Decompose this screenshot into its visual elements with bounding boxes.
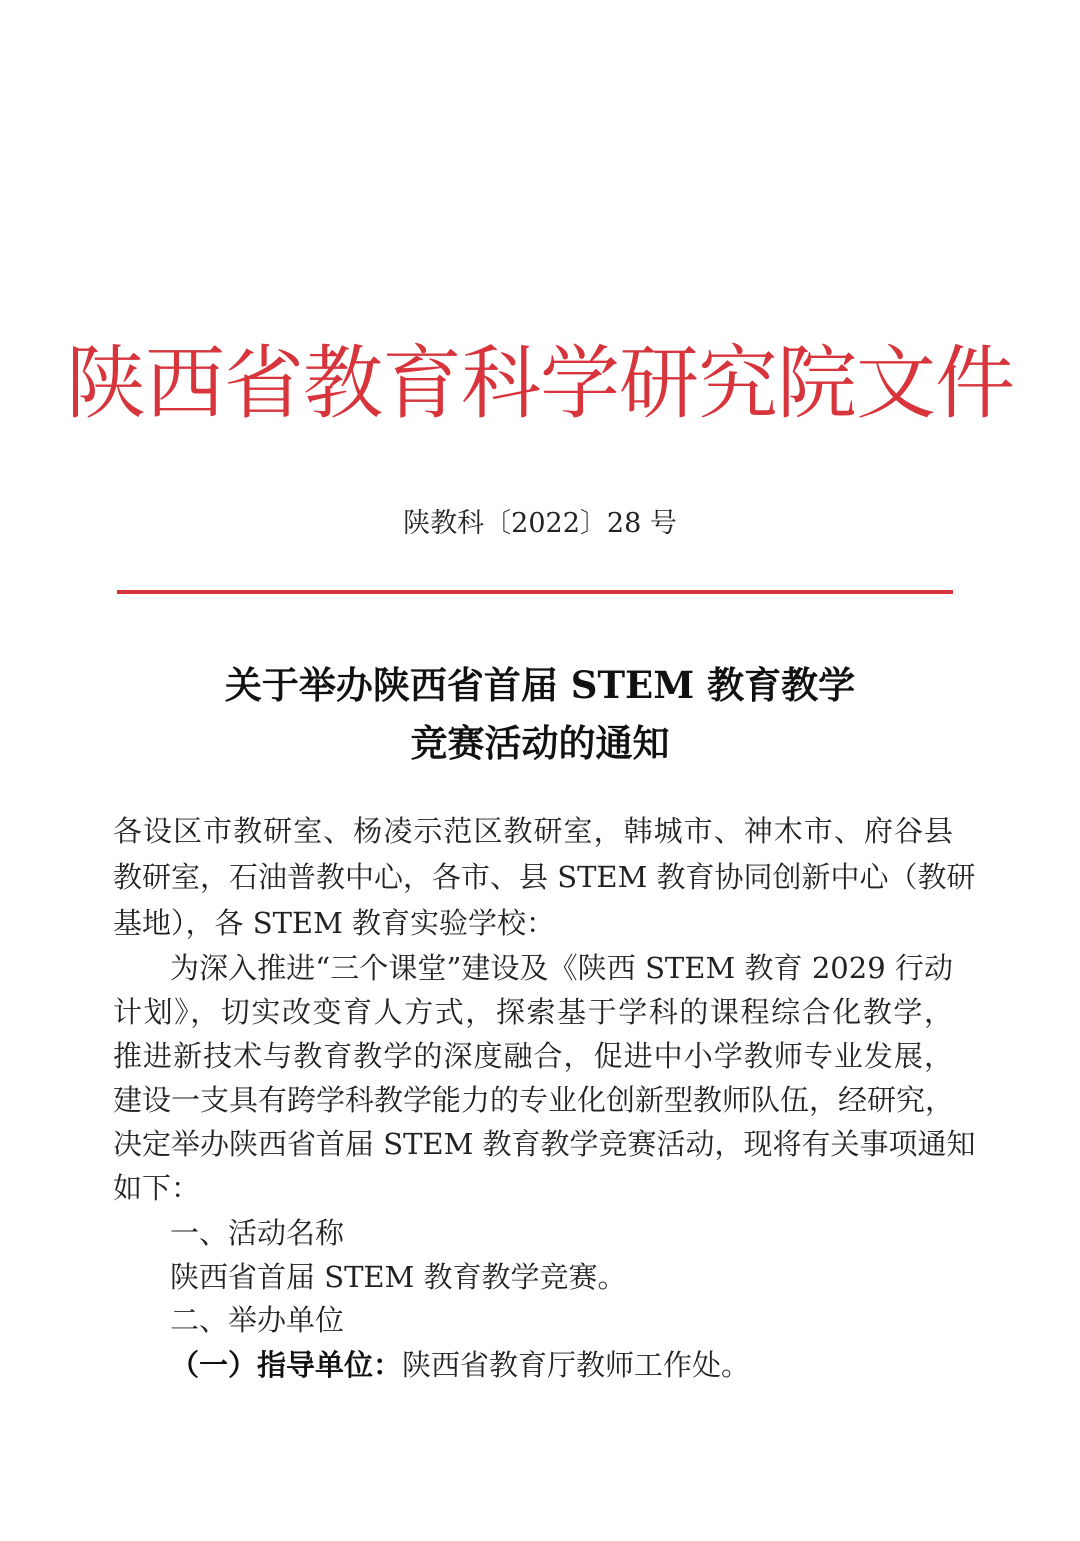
section-2-item-1-text: 陕西省教育厅教师工作处。 — [402, 1348, 751, 1382]
section-2-item-1-label: （一）指导单位： — [170, 1348, 403, 1382]
notice-title-line-1: 关于举办陕西省首届 STEM 教育教学 — [224, 663, 856, 707]
section-2-item-1 — [170, 1345, 953, 1385]
intro-line-4: 建设一支具有跨学科教学能力的专业化创新型教师队伍，经研究， — [113, 1083, 955, 1117]
recipients-line-2: 教研室，石油普教中心，各市、县 STEM 教育协同创新中心（教研 — [113, 860, 976, 894]
notice-title-line-2: 竞赛活动的通知 — [410, 721, 670, 765]
intro-line-6: 如下： — [113, 1171, 201, 1205]
intro-line-1: 为深入推进“三个课堂”建设及《陕西 STEM 教育 2029 行动 — [170, 951, 953, 985]
intro-line-2: 计划》，切实改变育人方式，探索基于学科的课程综合化教学， — [113, 995, 953, 1029]
red-divider-line — [117, 590, 953, 594]
document-number: 陕教科〔2022〕28 号 — [403, 508, 677, 539]
intro-line-5: 决定举办陕西省首届 STEM 教育教学竞赛活动，现将有关事项通知 — [113, 1127, 976, 1161]
intro-line-3: 推进新技术与教育教学的深度融合，促进中小学教师专业发展， — [113, 1039, 953, 1073]
section-1-text: 陕西省首届 STEM 教育教学竞赛。 — [170, 1260, 627, 1294]
section-2-heading: 二、举办单位 — [170, 1303, 345, 1337]
section-1-heading: 一、活动名称 — [170, 1216, 345, 1250]
recipients-line-1: 各设区市教研室、杨凌示范区教研室，韩城市、神木市、府谷县 — [113, 814, 953, 848]
recipients-line-3: 基地），各 STEM 教育实验学校： — [113, 906, 556, 940]
letterhead-title: 陕西省教育科学研究院文件 — [66, 337, 1014, 430]
